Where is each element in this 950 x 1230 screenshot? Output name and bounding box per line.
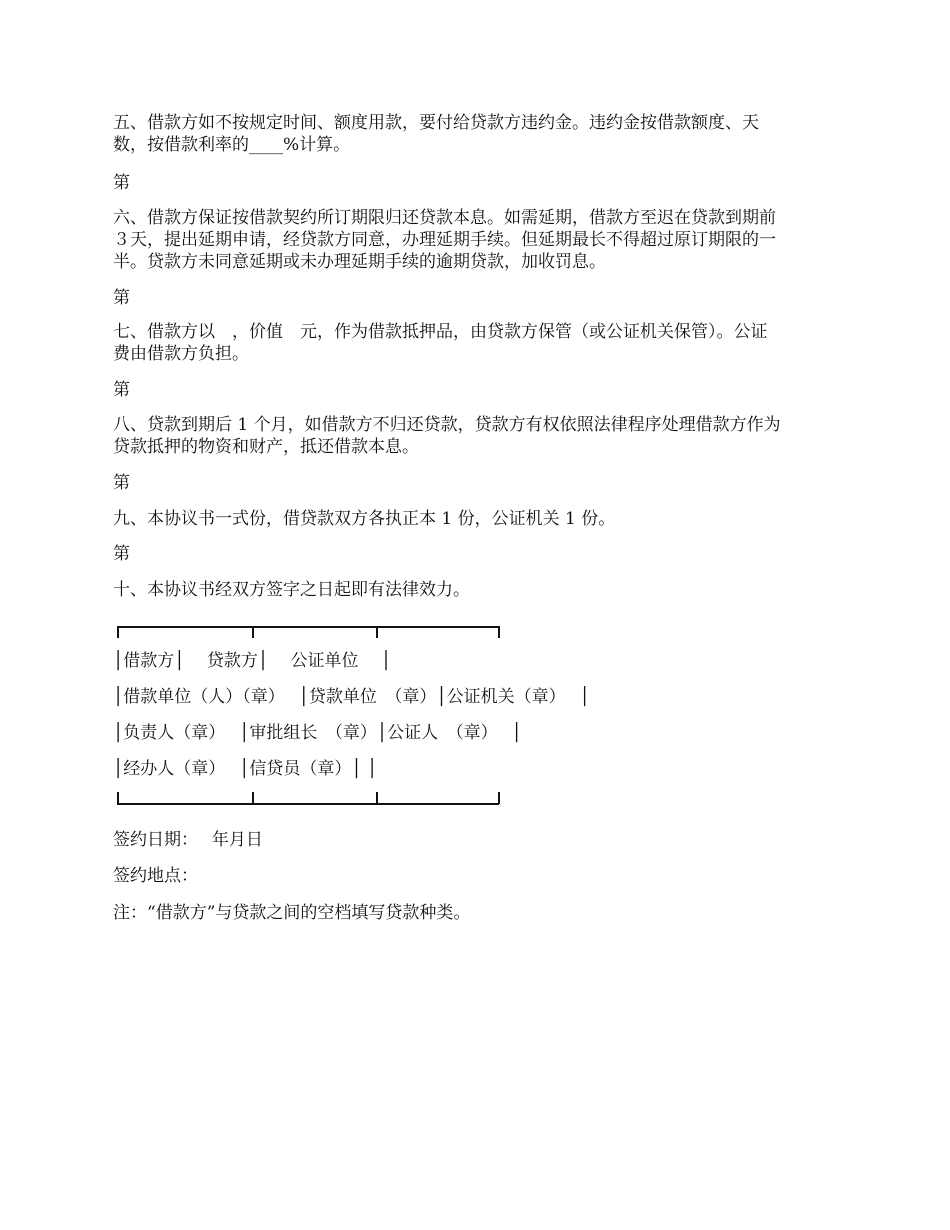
clause-8-line-1: 八、贷款到期后 1 个月，如借款方不归还贷款，贷款方有权依照法律程序处理借款方作为 [113,415,781,435]
separator-3: 第 [113,380,130,400]
table-bottom-border [117,803,499,805]
table-top-tick-left [117,626,119,638]
clause-7-line-2: 费由借款方负担。 [113,344,249,364]
table-bottom-tick-mid2 [376,792,378,804]
clause-6-line-3: 半。贷款方未同意延期或未办理延期手续的逾期贷款，加收罚息。 [113,252,606,272]
clause-6-line-2: ３天，提出延期申请，经贷款方同意，办理延期手续。但延期最长不得超过原订期限的一 [113,230,776,250]
table-top-tick-mid2 [376,626,378,638]
clause-10-line-1: 十、本协议书经双方签字之日起即有法律效力。 [113,580,470,600]
table-bottom-tick-left [117,792,119,804]
table-top-tick-mid1 [252,626,254,638]
table-row-1: │借款方│ 贷款方│ 公证单位 │ [113,651,392,671]
clause-5-line-1: 五、借款方如不按规定时间、额度用款，要付给贷款方违约金。违约金按借款额度、天 [113,113,759,133]
table-top-border [117,626,499,628]
separator-5: 第 [113,544,130,564]
clause-5-line-2: 数，按借款利率的____%计算。 [113,135,351,155]
table-row-3: │负责人（章） │审批组长 （章）│公证人 （章） │ [113,723,522,743]
signing-date: 签约日期： 年月日 [113,830,263,850]
table-top-tick-right [498,626,500,638]
clause-6-line-1: 六、借款方保证按借款契约所订期限归还贷款本息。如需延期，借款方至迟在贷款到期前 [113,208,776,228]
separator-2: 第 [113,288,130,308]
separator-1: 第 [113,173,130,193]
clause-9-line-1: 九、本协议书一式份，借贷款双方各执正本 1 份，公证机关 1 份。 [113,509,616,529]
note: 注：“借款方”与贷款之间的空档填写贷款种类。 [113,903,471,923]
signing-place: 签约地点： [113,866,198,886]
clause-8-line-2: 贷款抵押的物资和财产，抵还借款本息。 [113,437,419,457]
clause-7-line-1: 七、借款方以 ，价值 元，作为借款抵押品，由贷款方保管（或公证机关保管）。公证 [113,322,768,342]
table-row-2: │借款单位（人）（章） │贷款单位 （章）│公证机关（章） │ [113,687,590,707]
separator-4: 第 [113,473,130,493]
table-bottom-tick-mid1 [252,792,254,804]
table-bottom-tick-right [498,792,500,804]
table-row-4: │经办人（章） │信贷员（章）│ │ [113,759,378,779]
